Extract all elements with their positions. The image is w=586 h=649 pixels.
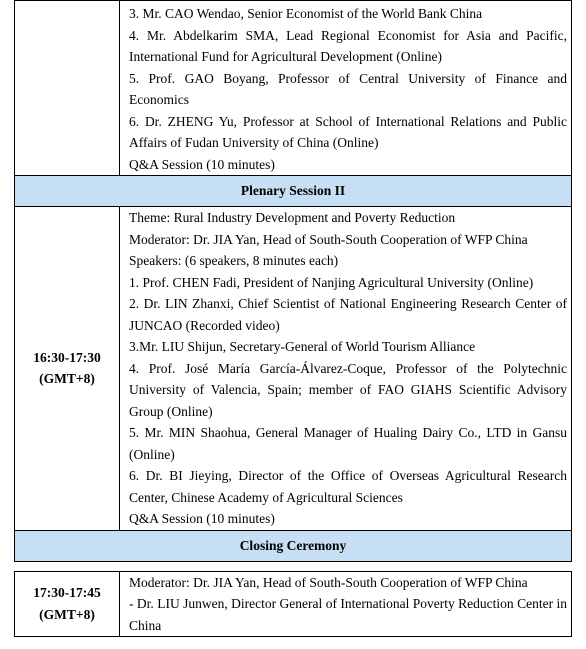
speaker-line: 3. Mr. CAO Wendao, Senior Economist of the World Bank China [129,6,483,21]
time-cell-closing [15,571,120,637]
session-timezone: (GMT+8) [39,606,95,622]
spacer-cell [15,561,572,571]
theme-line: Theme: Rural Industry Development and Poverty Reduction [129,210,456,225]
content-cell-closing [120,571,572,637]
content-cell-continuation [120,1,572,176]
section-header-closing: Closing Ceremony [15,530,572,561]
agenda-row-closing [15,571,572,637]
section-header-row [15,176,572,207]
content-cell-plenary-2 [120,207,572,531]
session-time: 17:30-17:45 [33,585,101,601]
time-cell-plenary-2 [15,207,120,531]
qa-session-line: Q&A Session (10 minutes) [129,511,275,526]
speaker-line: 5. Prof. GAO Boyang, Professor of Central University of Finance and Economics [129,70,567,107]
qa-session-line: Q&A Session (10 minutes) [129,156,275,172]
section-header-row [15,530,572,561]
time-cell-continuation [15,1,120,176]
agenda-row-plenary-2 [15,207,572,531]
agenda-row-continuation [15,1,572,176]
speaker-line: 2. Dr. LIN Zhanxi, Chief Scientist of National Engineering Research Center of JUNCAO (Recorded video) [129,296,567,333]
spacer-row [15,561,572,571]
session-timezone: (GMT+8) [39,371,95,387]
speakers-line: Speakers: (6 speakers, 8 minutes each) [129,253,339,268]
speaker-line: 1. Prof. CHEN Fadi, President of Nanjing Agricultural University (Online) [129,274,534,290]
speaker-line: - Dr. LIU Junwen, Director General of International Poverty Reduction Center in China [129,596,567,633]
speaker-line: 6. Dr. ZHENG Yu, Professor at School of International Relations and Public Affairs of Fudan University of China (Online) [129,113,567,150]
speaker-line: 6. Dr. BI Jieying, Director of the Office of Overseas Agricultural Research Center, Chinese Academy of Agricultural Sciences [129,468,567,505]
moderator-line: Moderator: Dr. JIA Yan, Head of South-South Cooperation of WFP China [129,231,528,247]
speaker-line: 4. Prof. José María García-Álvarez-Coque, Professor of the Polytechnic University of Valencia, Spain; member of FAO GIAHS Scientific Advisory Group (Online) [129,360,567,419]
section-header-plenary-2: Plenary Session II [15,176,572,207]
speaker-line: 4. Mr. Abdelkarim SMA, Lead Regional Economist for Asia and Pacific, International Fund for Agricultural Development (Online) [129,27,567,64]
moderator-line: Moderator: Dr. JIA Yan, Head of South-South Cooperation of WFP China [129,574,528,590]
agenda-table [14,0,572,637]
speaker-line: 3.Mr. LIU Shijun, Secretary-General of World Tourism Alliance [129,339,476,354]
session-time: 16:30-17:30 [33,349,101,365]
speaker-line: 5. Mr. MIN Shaohua, General Manager of Hualing Dairy Co., LTD in Gansu (Online) [129,425,567,462]
